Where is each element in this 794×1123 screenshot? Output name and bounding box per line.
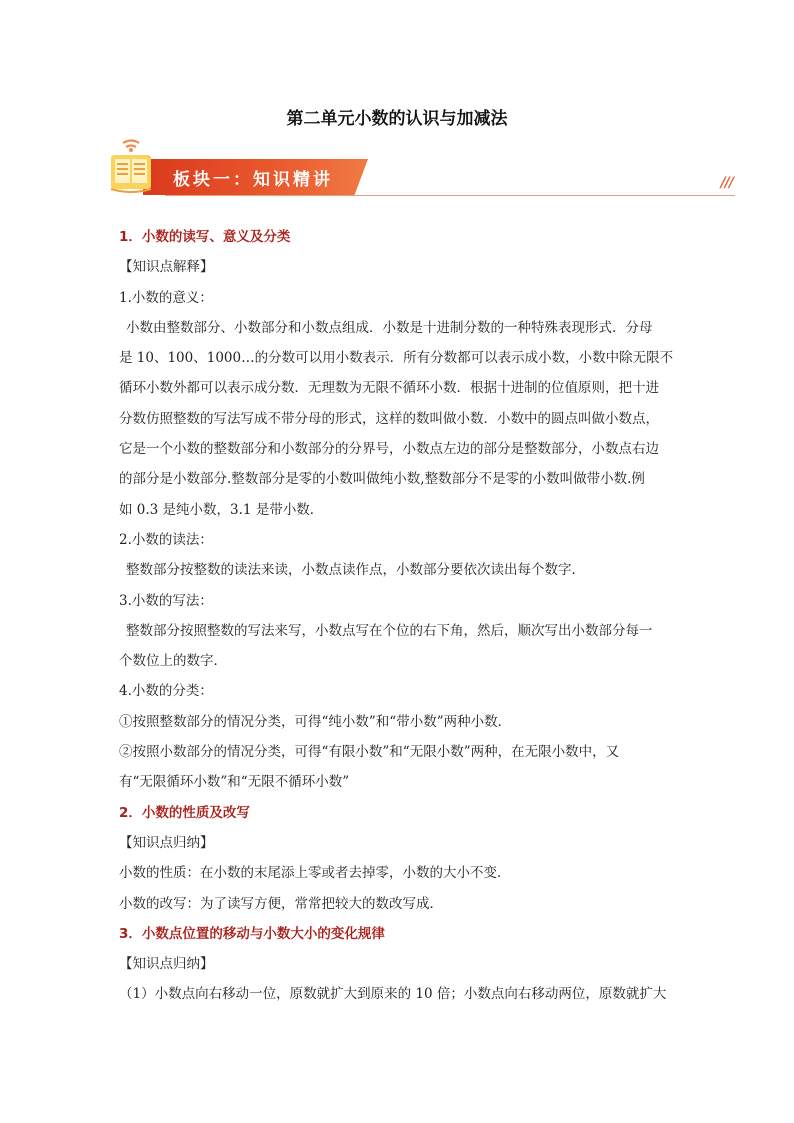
paragraph-line: 小数的性质：在小数的末尾添上零或者去掉零，小数的大小不变． <box>119 865 511 882</box>
page-title: 第二单元小数的认识与加减法 <box>286 109 508 129</box>
paragraph-line: 分数仿照整数的写法写成不带分母的形式，这样的数叫做小数．小数中的圆点叫做小数点， <box>119 410 659 427</box>
paragraph-line: 它是一个小数的整数部分和小数部分的分界号，小数点左边的部分是整数部分，小数点右边 <box>119 441 659 458</box>
paragraph-line: 1.小数的意义： <box>119 289 213 306</box>
paragraph-line: 【知识点解释】 <box>119 259 214 276</box>
paragraph-line: 的部分是小数部分.整数部分是零的小数叫做纯小数,整数部分不是零的小数叫做带小数.例 <box>119 471 645 488</box>
paragraph-line: 循环小数外都可以表示成分数．无理数为无限不循环小数．根据十进制的位值原则，把十进 <box>119 380 659 397</box>
paragraph-line: 4.小数的分类： <box>119 683 213 700</box>
section-banner <box>105 137 735 197</box>
section-heading: 2．小数的性质及改写 <box>119 804 250 821</box>
section-heading: 1．小数的读写、意义及分类 <box>119 229 291 245</box>
paragraph-line: 【知识点归纳】 <box>119 956 214 973</box>
book-icon <box>105 137 165 197</box>
paragraph-line: 3.小数的写法： <box>119 592 213 609</box>
paragraph-line: ①按照整数部分的情况分类，可得“纯小数”和“带小数”两种小数． <box>119 713 512 730</box>
paragraph-line: 是 10、100、1000…的分数可以用小数表示．所有分数都可以表示成小数，小数中除无限不 <box>119 350 674 367</box>
paragraph-line: 小数由整数部分、小数部分和小数点组成．小数是十进制分数的一种特殊表现形式．分母 <box>126 319 653 336</box>
document-body <box>119 222 699 1010</box>
paragraph-line: 【知识点归纳】 <box>119 834 214 851</box>
paragraph-line: 整数部分按整数的读法来读，小数点读作点，小数部分要依次读出每个数字． <box>126 562 585 579</box>
banner-divider <box>165 195 735 196</box>
paragraph-line: ②按照小数部分的情况分类，可得“有限小数”和“无限小数”两种，在无限小数中，又 <box>119 744 620 761</box>
paragraph-line: 2.小数的读法： <box>119 531 213 548</box>
paragraph-line: 整数部分按照整数的写法来写，小数点写在个位的右下角，然后，顺次写出小数部分每一 <box>126 622 653 639</box>
paragraph-line: 个数位上的数字． <box>119 653 227 670</box>
paragraph-line: 小数的改写：为了读写方便，常常把较大的数改写成． <box>119 895 443 912</box>
paragraph-line: 如 0.3 是纯小数，3.1 是带小数． <box>119 501 324 518</box>
paragraph-line: 有“无限循环小数”和“无限不循环小数” <box>119 774 350 791</box>
paragraph-line: （1）小数点向右移动一位，原数就扩大到原来的 10 倍；小数点向右移动两位，原数就扩大 <box>119 986 667 1003</box>
section-banner-title: 板块一：知识精讲 <box>173 170 333 190</box>
section-heading: 3．小数点位置的移动与小数大小的变化规律 <box>119 925 385 942</box>
decorative-slashes: /// <box>720 175 733 191</box>
